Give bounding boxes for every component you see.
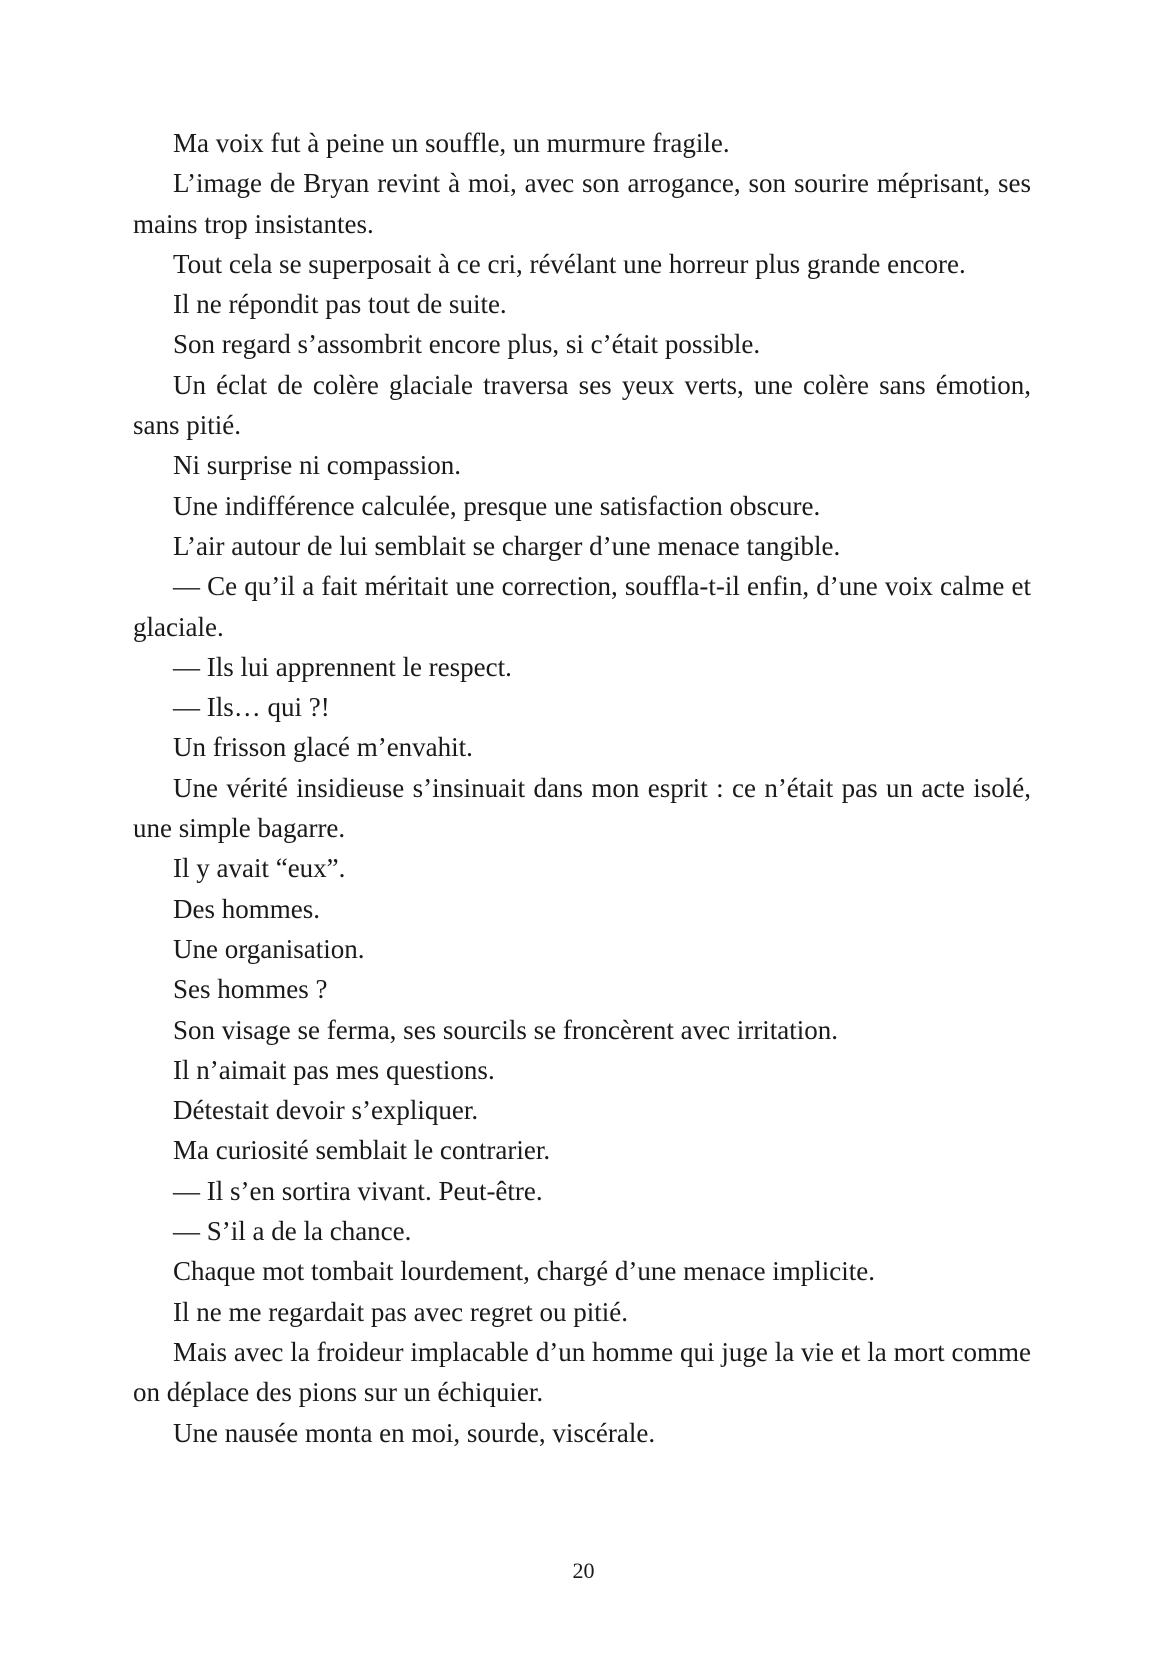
- paragraph: Ma curiosité semblait le contrarier.: [173, 1135, 551, 1166]
- paragraph: Chaque mot tombait lourdement, chargé d’une menace implicite.: [173, 1256, 876, 1287]
- dialogue-line: — Ce qu’il a fait méritait une correction, souffla-t-il enfin, d’une voix calme et glaciale.: [133, 571, 1031, 642]
- paragraph: Il ne répondit pas tout de suite.: [173, 289, 507, 320]
- paragraph: Une vérité insidieuse s’insinuait dans mon esprit : ce n’était pas un acte isolé, une simple bagarre.: [133, 772, 1031, 844]
- paragraph: Ses hommes ?: [173, 974, 328, 1005]
- paragraph: Il n’aimait pas mes questions.: [173, 1054, 495, 1085]
- paragraph: Il ne me regardait pas avec regret ou pitié.: [173, 1296, 629, 1327]
- paragraph: Son regard s’assombrit encore plus, si c’était possible.: [173, 329, 761, 360]
- paragraph: Une nausée monta en moi, sourde, viscérale.: [173, 1417, 656, 1448]
- paragraph: Tout cela se superposait à ce cri, révélant une horreur plus grande encore.: [173, 248, 966, 279]
- paragraph: Mais avec la froideur implacable d’un homme qui juge la vie et la mort comme on déplace des pions sur un échiquier.: [133, 1336, 1031, 1408]
- paragraph: Détestait devoir s’expliquer.: [173, 1095, 479, 1126]
- paragraph: L’image de Bryan revint à moi, avec son arrogance, son sourire méprisant, ses mains trop insistantes.: [133, 168, 1031, 239]
- page-number: 20: [572, 1558, 595, 1583]
- dialogue-line: — Il s’en sortira vivant. Peut-être.: [173, 1175, 543, 1206]
- paragraph: Il y avait “eux”.: [173, 853, 346, 884]
- paragraph: Ni surprise ni compassion.: [173, 450, 461, 481]
- paragraph: L’air autour de lui semblait se charger d’une menace tangible.: [173, 530, 841, 561]
- paragraph: Une organisation.: [173, 933, 365, 964]
- dialogue-line: — S’il a de la chance.: [173, 1216, 412, 1247]
- dialogue-line: — Ils lui apprennent le respect.: [173, 651, 512, 682]
- dialogue-line: — Ils… qui ?!: [173, 692, 330, 723]
- paragraph: Un éclat de colère glaciale traversa ses yeux verts, une colère sans émotion, sans pitié.: [133, 369, 1031, 441]
- paragraph: Ma voix fut à peine un souffle, un murmure fragile.: [173, 128, 730, 158]
- paragraph: Une indifférence calculée, presque une satisfaction obscure.: [173, 490, 821, 521]
- paragraph: Son visage se ferma, ses sourcils se froncèrent avec irritation.: [173, 1014, 839, 1045]
- paragraph: Des hommes.: [173, 893, 320, 924]
- body-text: [133, 123, 1031, 1453]
- paragraph: Un frisson glacé m’envahit.: [173, 732, 473, 763]
